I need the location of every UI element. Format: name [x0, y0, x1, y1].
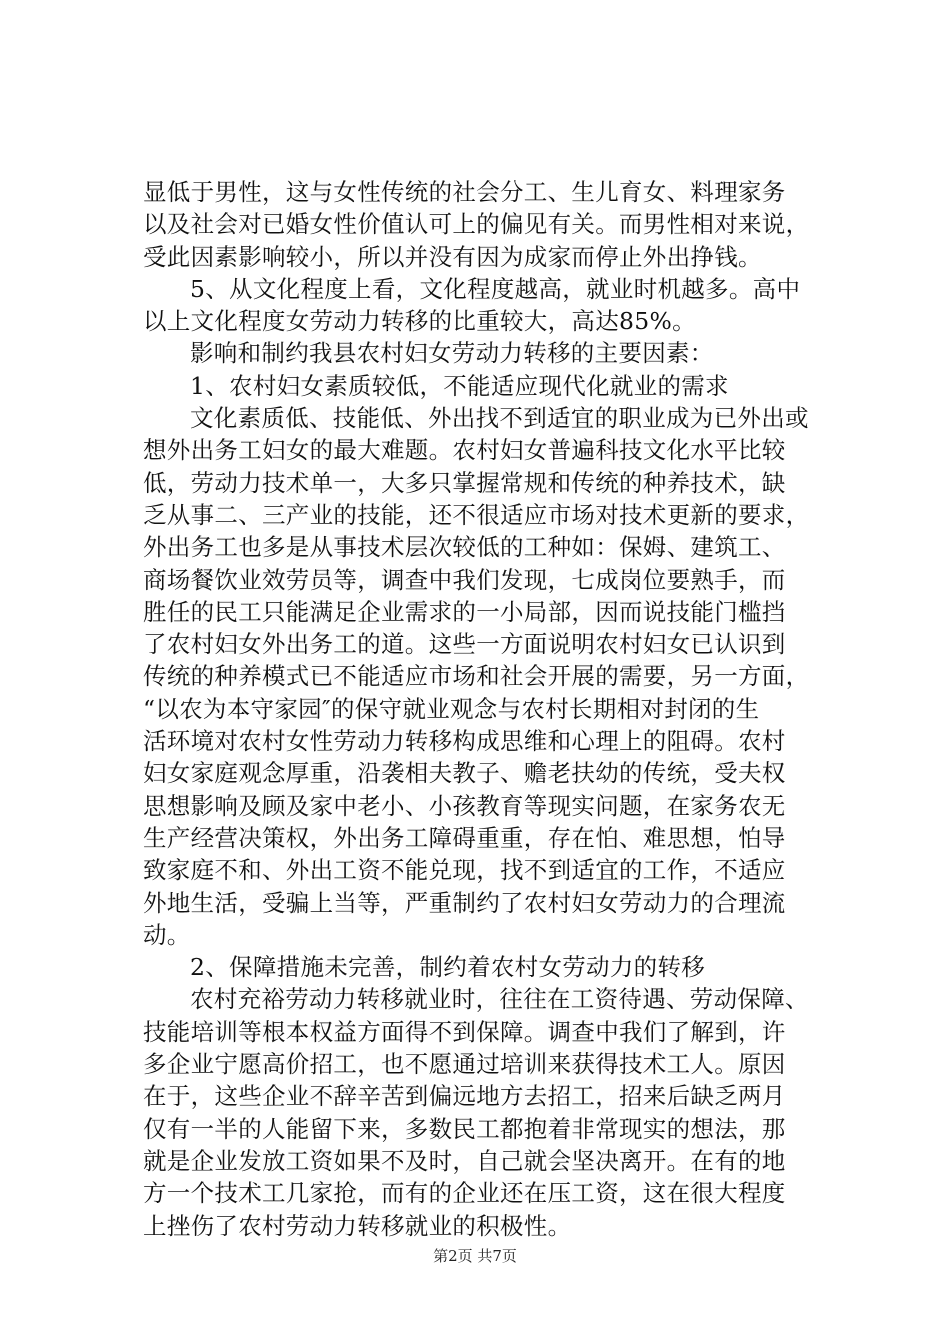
- text-line: 乏从事二、三产业的技能，还不很适应市场对技术更新的要求，: [143, 500, 810, 529]
- text-line: 活环境对农村女性劳动力转移构成思维和心理上的阻碍。农村: [143, 727, 786, 756]
- text-line: 农村充裕劳动力转移就业时，往往在工资待遇、劳动保障、: [190, 985, 809, 1014]
- text-line: 外地生活，受骗上当等，严重制约了农村妇女劳动力的合理流: [143, 888, 786, 917]
- text-line: 思想影响及顾及家中老小、小孩教育等现实问题，在家务农无: [143, 791, 786, 820]
- text-line: 1、农村妇女素质较低，不能适应现代化就业的需求: [190, 371, 729, 400]
- text-line: 上挫伤了农村劳动力转移就业的积极性。: [143, 1211, 572, 1240]
- text-line: 显低于男性，这与女性传统的社会分工、生儿育女、料理家务: [143, 178, 786, 206]
- text-line: 2、保障措施未完善，制约着农村女劳动力的转移: [190, 953, 706, 982]
- text-line: 多企业宁愿高价招工，也不愿通过培训来获得技术工人。原因: [143, 1050, 786, 1079]
- text-line: 以及社会对已婚女性价值认可上的偏见有关。而男性相对来说，: [143, 210, 810, 239]
- text-line: 传统的种养模式已不能适应市场和社会开展的需要，另一方面，: [143, 662, 810, 691]
- text-line: 想外出务工妇女的最大难题。农村妇女普遍科技文化水平比较: [143, 436, 786, 465]
- text-line: 技能培训等根本权益方面得不到保障。调查中我们了解到，许: [143, 1017, 786, 1046]
- text-line: 外出务工也多是从事技术层次较低的工种如：保姆、建筑工、: [143, 533, 786, 562]
- text-line: 就是企业发放工资如果不及时，自己就会坚决离开。在有的地: [143, 1146, 786, 1175]
- text-line: “以农为本守家园″的保守就业观念与农村长期相对封闭的生: [143, 694, 760, 723]
- text-line: 生产经营决策权，外出务工障碍重重，存在怕、难思想，怕导: [143, 823, 786, 852]
- text-line: 文化素质低、技能低、外出找不到适宜的职业成为已外出或: [190, 404, 809, 433]
- text-line: 在于，这些企业不辞辛苦到偏远地方去招工，招来后缺乏两月: [143, 1082, 786, 1111]
- text-line: 商场餐饮业效劳员等，调查中我们发现，七成岗位要熟手，而: [143, 565, 786, 594]
- text-line: 方一个技术工几家抢，而有的企业还在压工资，这在很大程度: [143, 1179, 786, 1208]
- text-line: 仅有一半的人能留下来，多数民工都抱着非常现实的想法，那: [143, 1114, 786, 1143]
- text-line: 致家庭不和、外出工资不能兑现，找不到适宜的工作，不适应: [143, 856, 786, 885]
- text-line: 以上文化程度女劳动力转移的比重较大，高达85%。: [143, 307, 696, 336]
- text-line: 妇女家庭观念厚重，沿袭相夫教子、赡老扶幼的传统，受夫权: [143, 759, 786, 788]
- text-line: 低，劳动力技术单一，大多只掌握常规和传统的种养技术，缺: [143, 468, 786, 497]
- text-line: 影响和制约我县农村妇女劳动力转移的主要因素：: [190, 339, 714, 368]
- text-line: 胜任的民工只能满足企业需求的一小局部，因而说技能门槛挡: [143, 597, 786, 626]
- text-line: 5、从文化程度上看，文化程度越高，就业时机越多。高中: [190, 274, 801, 303]
- text-line: 动。: [143, 920, 191, 949]
- body-text: [143, 176, 808, 1242]
- text-line: 受此因素影响较小，所以并没有因为成家而停止外出挣钱。: [143, 242, 762, 271]
- page-number-footer: 第2页 共7页: [433, 1247, 517, 1265]
- text-line: 了农村妇女外出务工的道。这些一方面说明农村妇女已认识到: [143, 630, 786, 659]
